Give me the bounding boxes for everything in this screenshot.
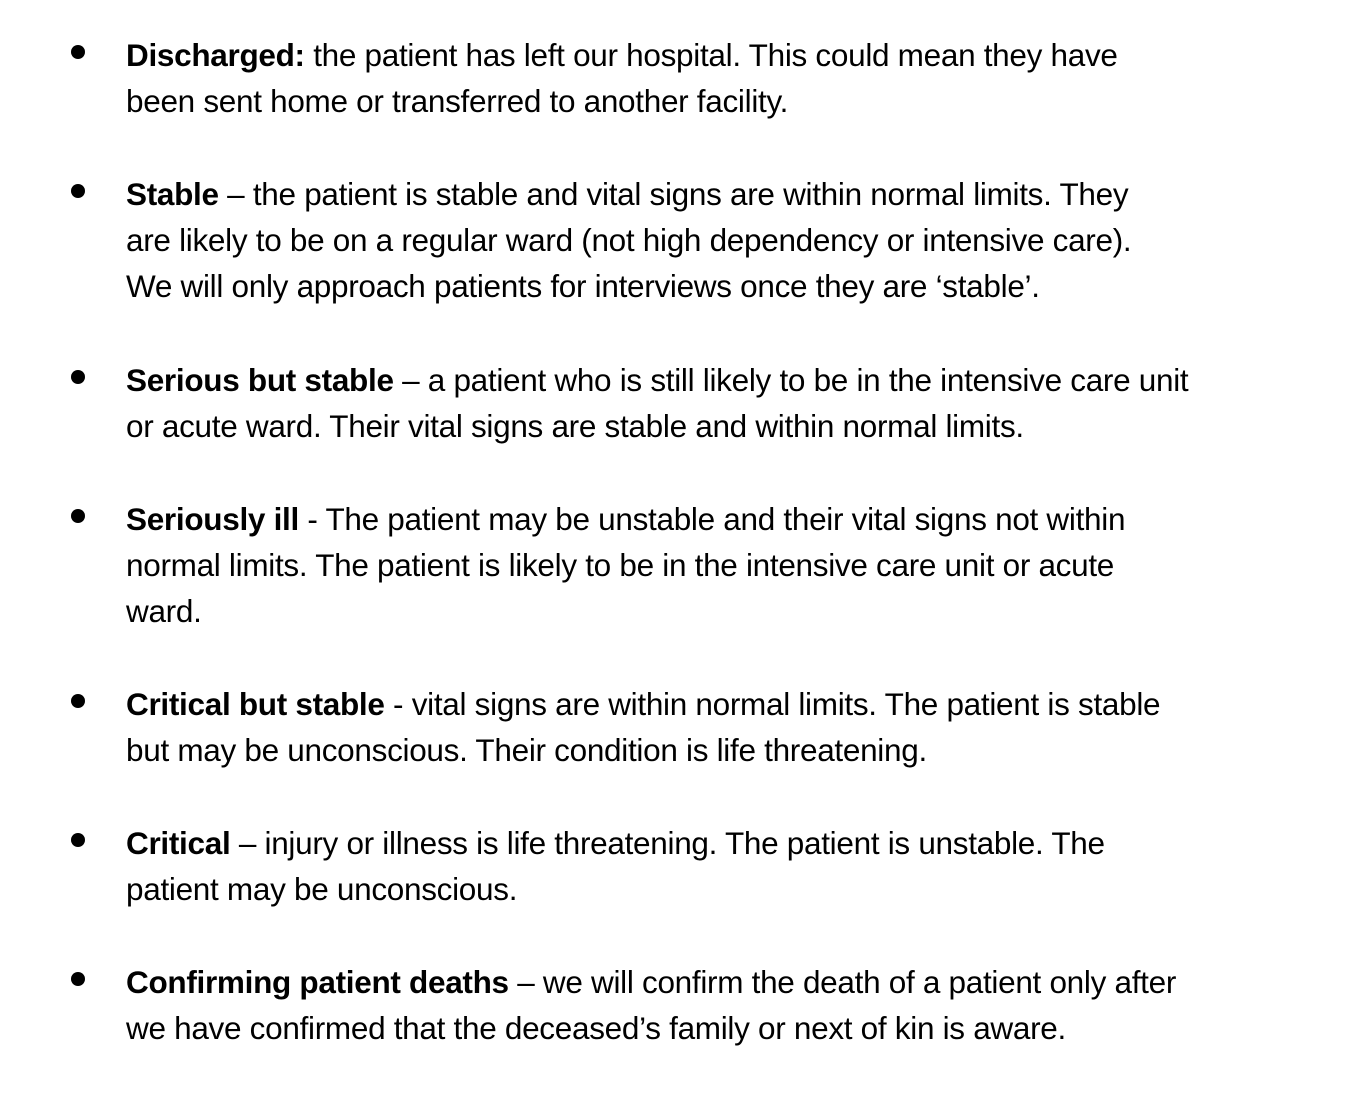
status-term: Critical: [126, 825, 231, 861]
list-item-line: but may be unconscious. Their condition is life threatening.: [126, 732, 927, 768]
bullet-icon: [71, 370, 85, 384]
status-description: - vital signs are within normal limits. The patient is stable: [384, 686, 1161, 722]
bullet-icon: [71, 972, 85, 986]
list-item-line: patient may be unconscious.: [126, 871, 518, 907]
bullet-icon: [71, 694, 85, 708]
bullet-icon: [71, 184, 85, 198]
status-description: - The patient may be unstable and their vital signs not within: [298, 501, 1126, 537]
list-item-line: ward.: [126, 593, 202, 629]
list-item-text: [126, 820, 1326, 912]
list-item-line: [126, 357, 1326, 403]
list-item-text: [126, 171, 1326, 309]
status-term: Critical but stable: [126, 686, 385, 722]
list-item-line: [126, 681, 1326, 727]
list-item-text: [126, 357, 1326, 449]
status-term: Seriously ill: [126, 501, 299, 537]
status-term: Stable: [126, 176, 219, 212]
list-item-line: normal limits. The patient is likely to be in the intensive care unit or acute: [126, 547, 1115, 583]
list-item-line: are likely to be on a regular ward (not high dependency or intensive care).: [126, 222, 1132, 258]
list-item-line: [126, 32, 1326, 78]
list-item-line: [126, 959, 1326, 1005]
status-term: Discharged:: [126, 37, 305, 73]
status-term: Serious but stable: [126, 362, 394, 398]
status-description: – we will confirm the death of a patient only after: [508, 964, 1177, 1000]
list-item-text: [126, 32, 1326, 124]
bullet-icon: [71, 45, 85, 59]
list-item-text: [126, 496, 1326, 634]
list-item-line: we have confirmed that the deceased’s family or next of kin is aware.: [126, 1010, 1066, 1046]
list-item-line: [126, 171, 1326, 217]
status-description: – the patient is stable and vital signs are within normal limits. They: [218, 176, 1129, 212]
list-item-line: been sent home or transferred to another facility.: [126, 83, 789, 119]
status-description: – a patient who is still likely to be in the intensive care unit: [393, 362, 1189, 398]
status-description: – injury or illness is life threatening. The patient is unstable. The: [230, 825, 1105, 861]
bullet-icon: [71, 509, 85, 523]
list-item-line: [126, 820, 1326, 866]
status-term: Confirming patient deaths: [126, 964, 509, 1000]
list-item-text: [126, 681, 1326, 773]
bullet-icon: [71, 833, 85, 847]
list-item-line: [126, 496, 1326, 542]
status-description: the patient has left our hospital. This could mean they have: [304, 37, 1118, 73]
list-item-text: [126, 959, 1326, 1051]
list-item-line: We will only approach patients for interviews once they are ‘stable’.: [126, 268, 1040, 304]
list-item-line: or acute ward. Their vital signs are stable and within normal limits.: [126, 408, 1024, 444]
